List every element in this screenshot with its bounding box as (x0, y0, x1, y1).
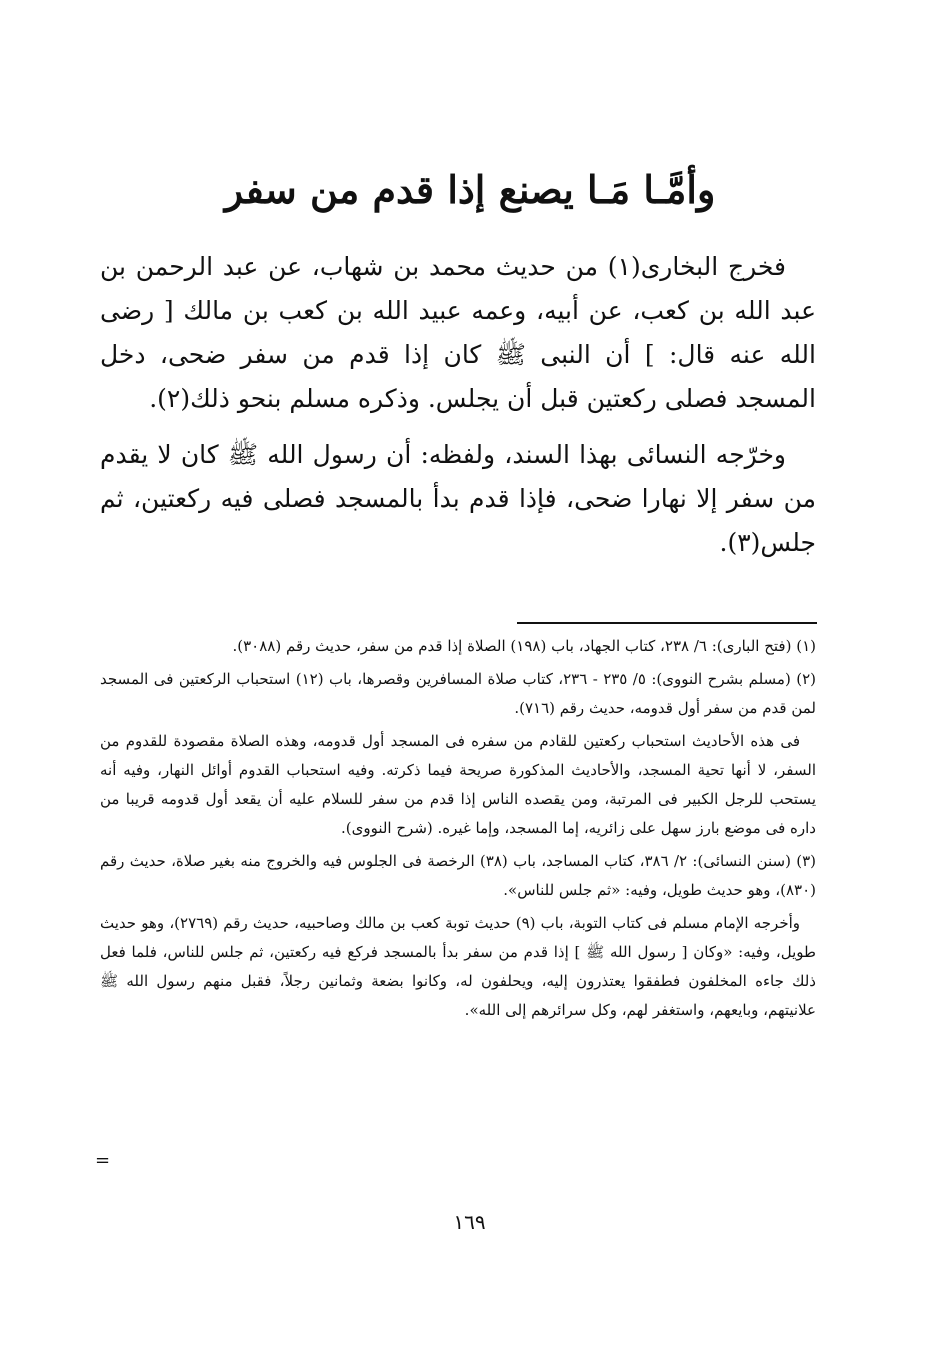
continuation-mark: = (95, 1150, 111, 1171)
footnote-3-comment: وأخرجه الإمام مسلم فى كتاب التوبة، باب (٩) حديث توبة كعب بن مالك وصاحبيه، حديث رقم (٢٧٦٩)، وهو حديث طويل، وفيه: «وكان [ رسول الله ﷺ ] إذا قدم من سفر بدأ بالمسجد فركع فيه ركعتين، ثم جلس للناس، فلما فعل ذلك جاءه المخلفون فطفقوا يعتذرون إليه، ويحلفون له، وكانوا بضعة وثمانين رجلاً، فقبل منهم رسول الله ﷺ علانيتهم، وبايعهم، واستغفر لهم، وكل سرائرهم إلى الله». (100, 914, 816, 1019)
footnote-separator (517, 622, 817, 624)
page-number: ١٦٩ (453, 1210, 486, 1234)
footnote-3: (٣) (سنن النسائى): ٢/ ٣٨٦، كتاب المساجد، باب (٣٨) الرخصة فى الجلوس فيه والخروج منه بغير صلاة، حديث رقم (٨٣٠)، وهو حديث طويل، وفيه: «ثم جلس للناس». (100, 852, 817, 899)
main-text (100, 245, 816, 577)
footnote-1: (١) (فتح البارى): ٦/ ٢٣٨، كتاب الجهاد، باب (١٩٨) الصلاة إذا قدم من سفر، حديث رقم (٣٠٨٨). (232, 637, 816, 655)
footnote-2-comment: فى هذه الأحاديث استحباب ركعتين للقادم من سفره فى المسجد أول قدومه، وهذه الصلاة مقصودة للقدوم من السفر، لا أنها تحية المسجد، والأحاديث المذكورة صريحة فيما ذكرته. وفيه استحباب القدوم أوائل النهار، وفيه أنه يستحب للرجل الكبير فى المرتبة، ومن يقصده الناس إذا قدم من سفر للسلام عليه أن يقعد أول قدومه قريبا من داره فى موضع بارز سهل على زائريه، إما المسجد، وإما غيره. (شرح النووى). (100, 732, 816, 837)
main-paragraph-2: وخرّجه النسائى بهذا السند، ولفظه: أن رسول الله ﷺ كان لا يقدم من سفر إلا نهارا ضحى، فإذا قدم بدأ بالمسجد فصلى فيه ركعتين، ثم جلس(٣). (100, 440, 816, 557)
footnote-2: (٢) (مسلم بشرح النووى): ٥/ ٢٣٥ - ٢٣٦، كتاب صلاة المسافرين وقصرها، باب (١٢) استحباب الركعتين فى المسجد لمن قدم من سفر أول قدومه، حديث رقم (٧١٦). (100, 670, 816, 717)
main-paragraph-1: فخرج البخارى(١) من حديث محمد بن شهاب، عن عبد الرحمن بن عبد الله بن كعب، عن أبيه، وعمه عبيد الله بن كعب بن مالك [ رضى الله عنه قال: ] أن النبى ﷺ كان إذا قدم من سفر ضحى، دخل المسجد فصلى ركعتين قبل أن يجلس. وذكره مسلم بنحو ذلك(٢). (100, 252, 816, 413)
footnotes (100, 632, 816, 1029)
section-title: وأمَّـا مَـا يصنع إذا قدم من سفر (224, 167, 716, 212)
